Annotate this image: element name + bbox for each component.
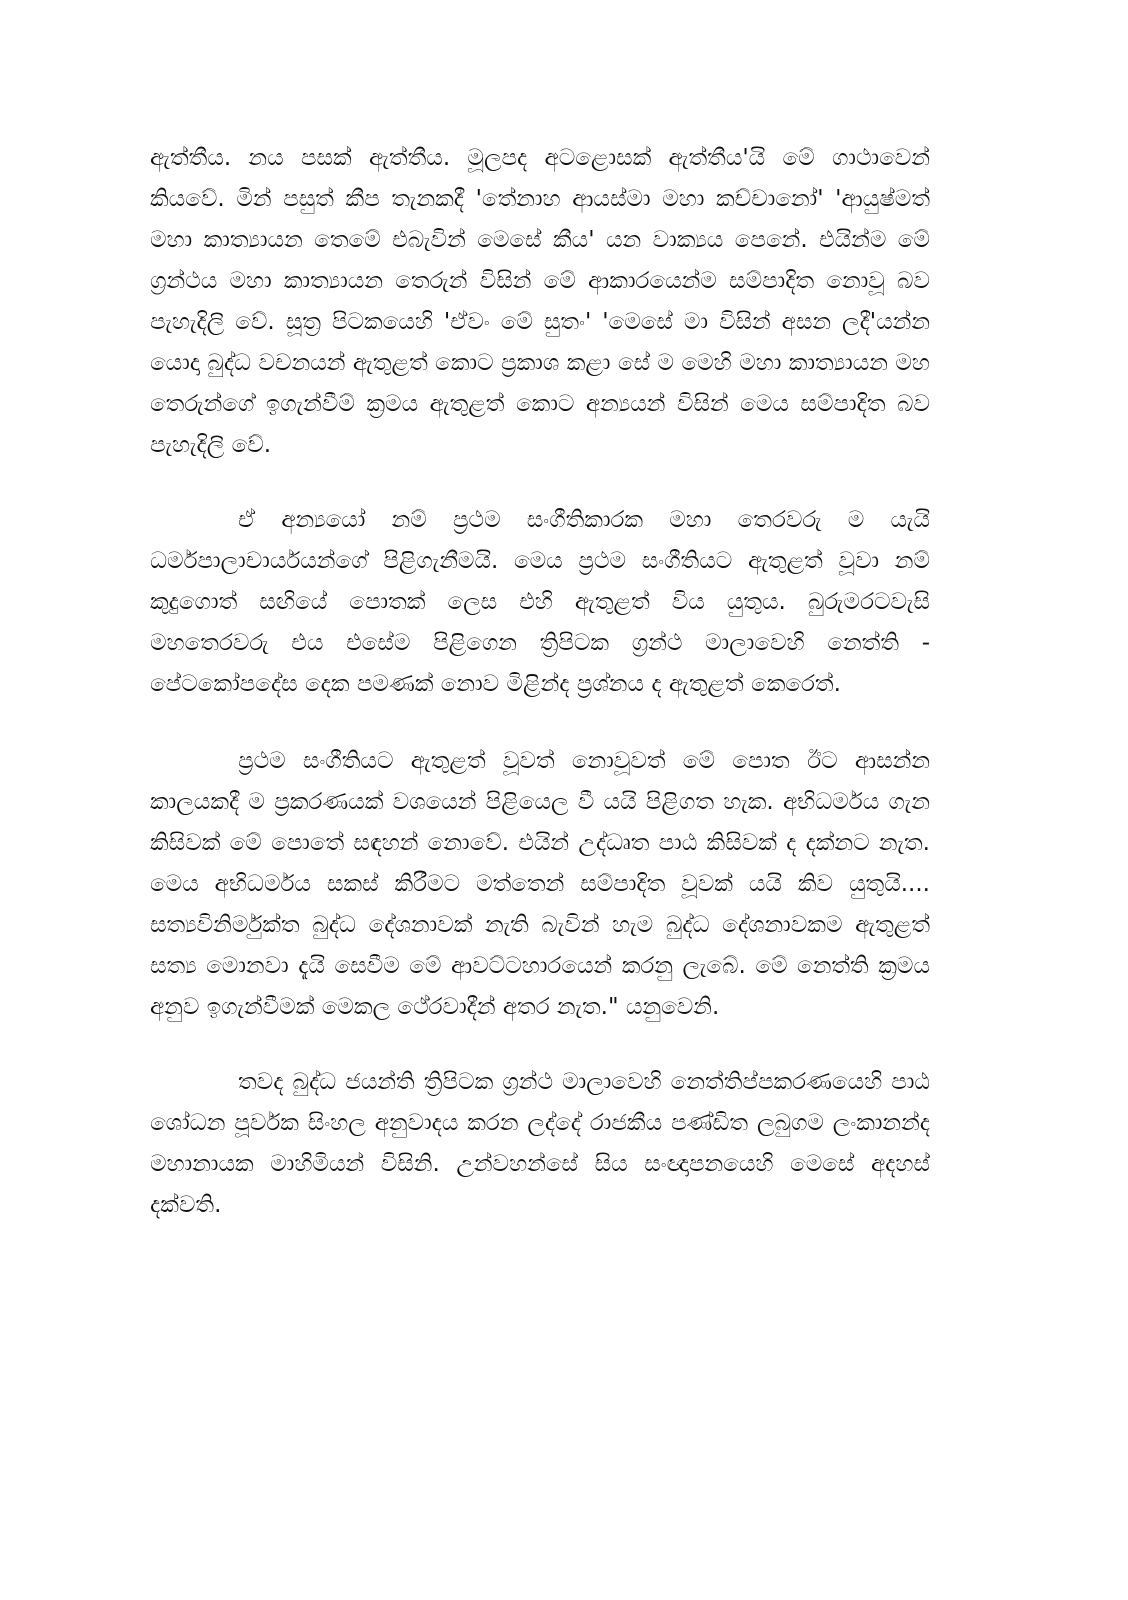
- paragraph-1: ඇත්තීය. නය පසක් ඇත්තීය. මූලපද අටළොසක් ඇත්තීය'යි මේ ගාථාවෙන් කියවේ. මින් පසුත් කීප තැනකදී 'තේනාහ ආයස්මා මහා කච්චානෝ' 'ආයුෂ්මත් මහා කාත්‍යායන තෙමේ එබැවින් මෙසේ කීය' යන වාක්‍යය පෙනේ. එයින්ම මේ ග්‍රන්ථය මහා කාත්‍යායන තෙරුන් විසින් මේ ආකාරයෙන්ම සම්පාදිත නොවූ බව පැහැදිලි වේ. සූත්‍ර පිටකයෙහි 'ඒවං මේ සුතං' 'මෙසේ මා විසින් අසන ලදී'යන්න යොදා බුද්ධ වචනයන් ඇතුළත් කොට ප්‍රකාශ කළා සේ ම මෙහි මහා කාත්‍යායන මහ තෙරුන්ගේ ඉගැන්වීම් ක්‍රමය ඇතුළත් කොට අන්‍යයන් විසින් මෙය සම්පාදිත බව පැහැදිලි වේ.: [150, 145, 930, 458]
- paragraph-2: ඒ අන්‍යයෝ නම් ප්‍රථම සංගීතිකාරක මහා තෙරවරු ම යැයි ධර්මපාලාචාර්යයන්ගේ පිළිගැනීමයි. මෙය ප්‍රථම සංගීතියට ඇතුළත් වූවා නම් කුදුගොත් සඟියේ පොතක් ලෙස එහි ඇතුළත් විය යුතුය. බුරුමරටවැසි මහතෙරවරු එය එසේම පිළිගෙන ත්‍රිපිටක ග්‍රන්ථ මාලාවෙහි නෙත්ති - පේටකෝපදේස දෙක පමණක් නොව මිළින්ද ප්‍රශ්නය ද ඇතුළත් කෙරෙත්.: [150, 507, 930, 697]
- paragraph-3: ප්‍රථම සංගීතියට ඇතුළත් වූවත් නොවූවත් මේ පොත ඊට ආසන්න කාලයකදී ම ප්‍රකරණයක් වශයෙන් පිළියෙල වී යයි පිළිගත හැක. අභිධර්මය ගැන කිසිවක් මේ පොතේ සඳහන් නොවේ. එයින් උද්ධෘත පාඨ කිසිවක් ද දක්නට නැත. මෙය අභිධර්මය සකස් කිරීමට මත්තෙන් සම්පාදිත වූවක් යයි කිව යුතුයි.... සත්‍යවිනිර්මුක්ත බුද්ධ දේශනාවක් නැති බැවින් හැම බුද්ධ දේශනාවකම ඇතුළත් සත්‍ය මොනවා දැයි සෙවීම මේ ආවට්ටහාරයෙන් කරනු ලැබේ. මේ නෙත්ති ක්‍රමය අනුව ඉගැන්වීමක් මෙකල ථේරවාදීන් අතර නැත." යනුවෙනි.: [150, 748, 930, 1020]
- body-text: [150, 138, 930, 1226]
- paragraph-4: තවද බුද්ධ ජයන්ති ත්‍රිපිටක ග්‍රන්ථ මාලාවෙහි නෙත්තිප්පකරණයෙහි පාඨ ශෝධන පූර්වක සිංහල අනුවාදය කරන ලද්දේ රාජකීය පණ්ඩිත ලබුගම ලංකානන්ද මහානායක මාහිමියන් විසිනි. උන්වහන්සේ සිය සංඥාපනයෙහි මෙසේ අදහස් දක්වති.: [150, 1069, 930, 1218]
